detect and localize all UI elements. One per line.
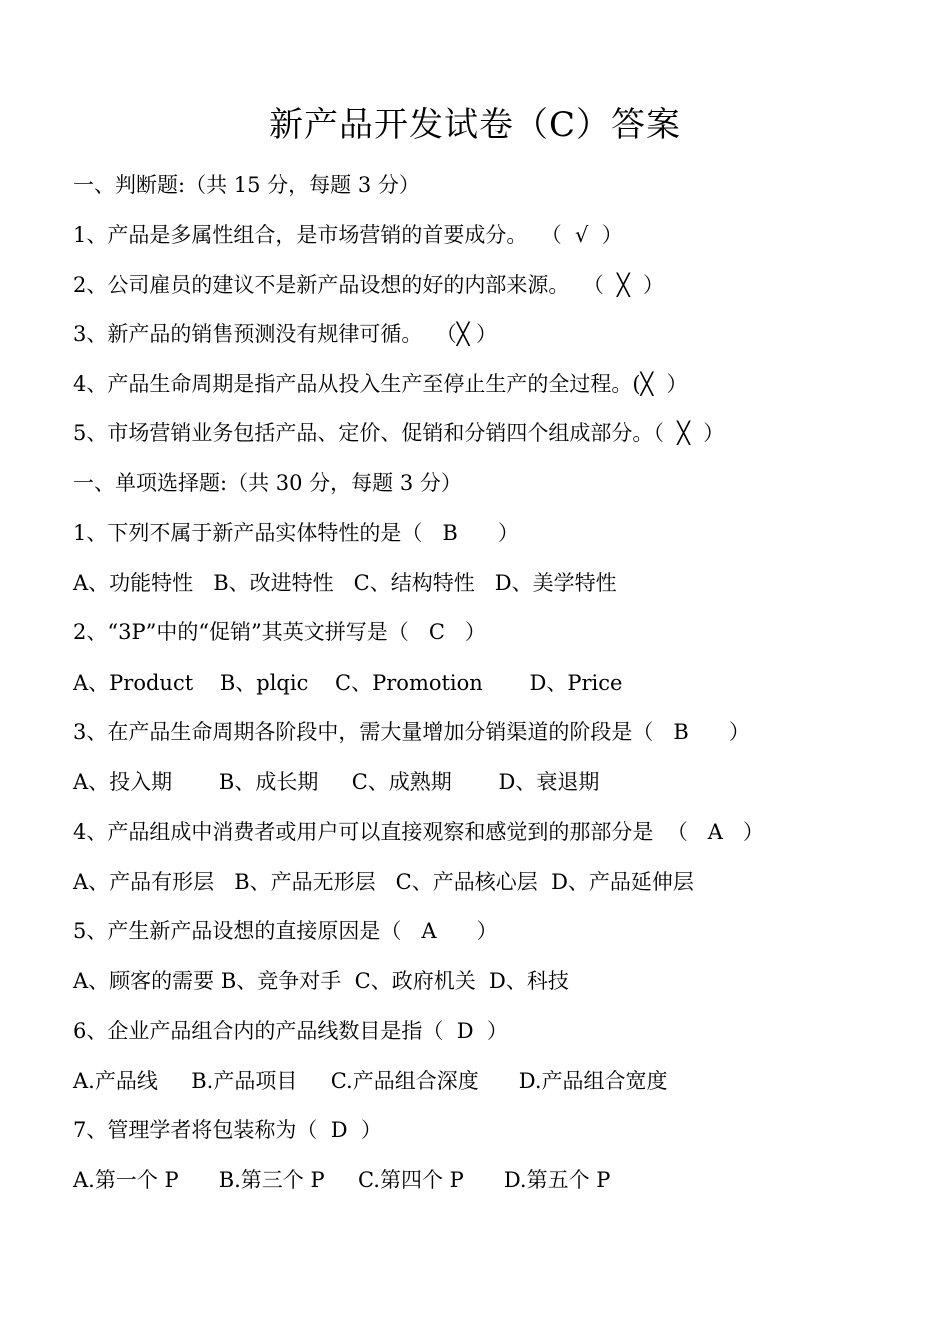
question-line: 5、产生新产品设想的直接原因是（ A ） — [73, 919, 498, 943]
question-line: 2、公司雇员的建议不是新产品设想的好的内部来源。 （ ╳ ） — [73, 273, 665, 297]
options-line: A、投入期 B、成长期 C、成熟期 D、衰退期 — [73, 770, 600, 794]
question-line: 3、在产品生命周期各阶段中，需大量增加分销渠道的阶段是（ B ） — [73, 720, 750, 744]
options-line: A.产品线 B.产品项目 C.产品组合深度 D.产品组合宽度 — [73, 1069, 668, 1093]
section-heading-single-choice: 一、单项选择题:（共 30 分，每题 3 分） — [73, 471, 462, 495]
question-line: 5、市场营销业务包括产品、定价、促销和分销四个组成部分。（ ╳ ） — [73, 421, 725, 445]
options-line: A、顾客的需要 B、竞争对手 C、政府机关 D、科技 — [73, 969, 569, 993]
question-line: 1、产品是多属性组合，是市场营销的首要成分。 （ √ ） — [73, 223, 623, 247]
options-line: A.第一个 P B.第三个 P C.第四个 P D.第五个 P — [73, 1168, 611, 1192]
section-heading-true-false: 一、判断题:（共 15 分，每题 3 分） — [73, 173, 420, 197]
question-line: 4、产品组成中消费者或用户可以直接观察和感觉到的那部分是 （ A ） — [73, 820, 764, 844]
question-line: 2、“3P”中的“促销”其英文拼写是（ C ） — [73, 620, 486, 644]
options-line: A、功能特性 B、改进特性 C、结构特性 D、美学特性 — [73, 571, 617, 595]
question-line: 7、管理学者将包装称为（ D ） — [73, 1118, 382, 1142]
question-line: 6、企业产品组合内的产品线数目是指（ D ） — [73, 1019, 508, 1043]
options-line: A、Product B、plqic C、Promotion D、Price — [73, 671, 623, 695]
question-line: 1、下列不属于新产品实体特性的是（ B ） — [73, 521, 519, 545]
question-line: 4、产品生命周期是指产品从投入生产至停止生产的全过程。(╳ ） — [73, 372, 688, 396]
question-line: 3、新产品的销售预测没有规律可循。 （╳ ） — [73, 322, 498, 346]
options-line: A、产品有形层 B、产品无形层 C、产品核心层 D、产品延伸层 — [73, 870, 694, 894]
page-title: 新产品开发试卷（C）答案 — [268, 105, 681, 145]
